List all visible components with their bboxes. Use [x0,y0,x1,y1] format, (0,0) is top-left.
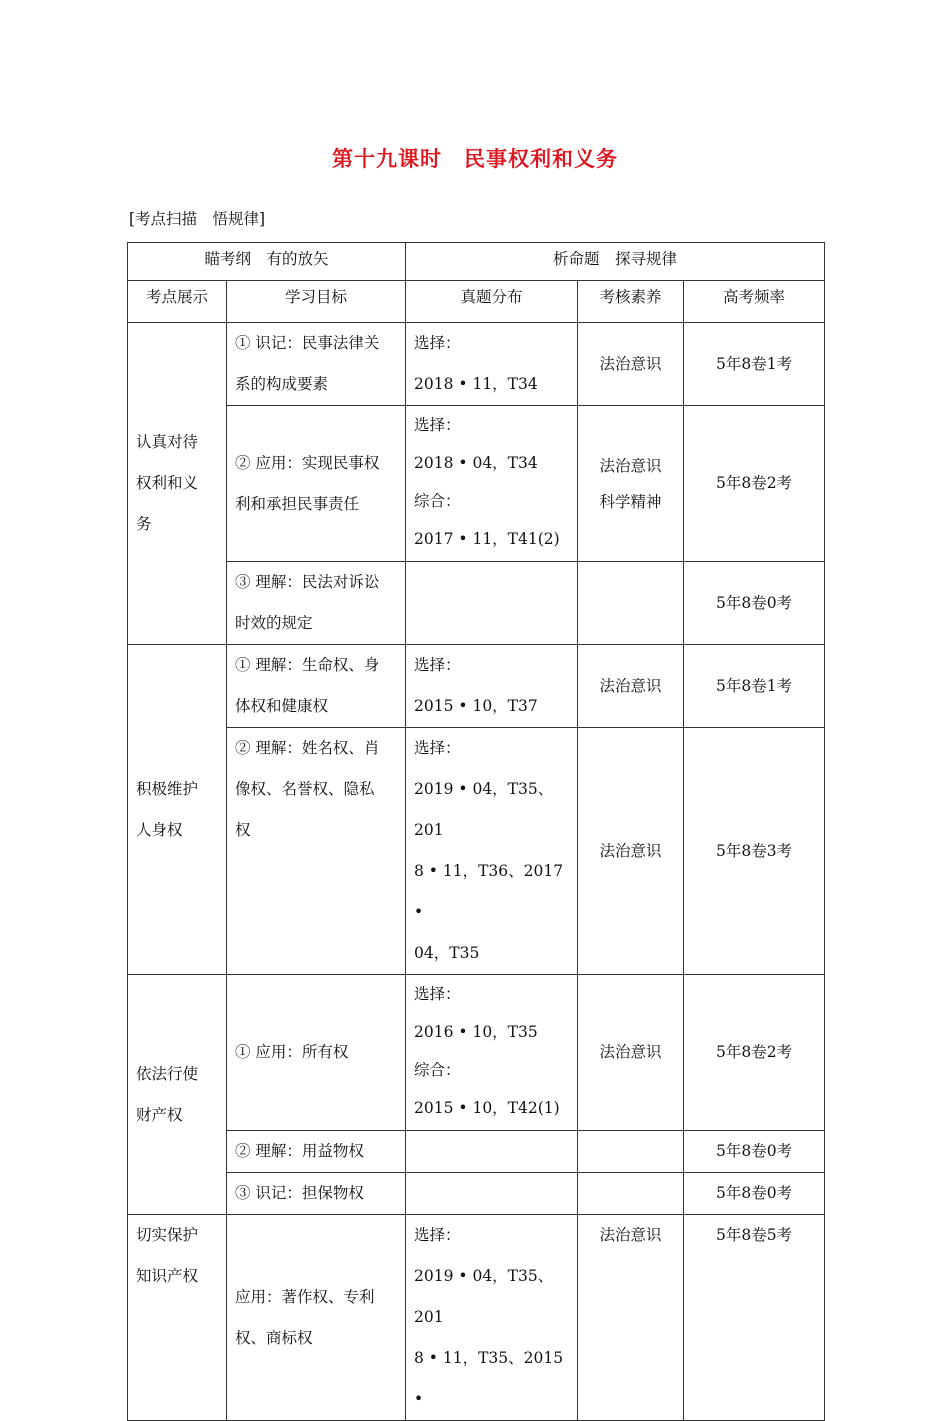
quality-cell [578,1215,684,1421]
quality-cell [578,406,684,562]
col-header-quality: 考核素养 [578,281,684,323]
goal-cell [227,406,406,562]
topic-cell [128,645,227,975]
exam-cell [406,406,578,562]
topic-line: 财产权 [136,1105,183,1124]
topic-line: 认真对待 [136,433,199,451]
exam-line: 2016 • 10，T35 [414,1023,538,1041]
goal-cell [227,562,406,645]
section-label: [考点扫描 悟规律] [129,210,266,228]
topic-cell [128,323,227,645]
col-header-exam: 真题分布 [406,281,578,323]
lesson-title: 第十九课时 民事权利和义务 [332,147,618,171]
exam-line: 04，T35 [414,944,480,962]
goal-cell [227,975,406,1131]
topic-cell [128,975,227,1215]
table-row [128,1173,825,1215]
exam-line: 8 • 11，T36、2017 • [414,862,564,921]
exam-line: 选择： [414,1226,461,1244]
exam-cell [406,1131,578,1173]
quality-line: 法治意识 [599,676,662,695]
goal-cell [227,1131,406,1173]
topic-line: 务 [136,515,152,533]
exam-line: 2017 • 11，T41(2) [414,530,560,548]
exam-line: 选择： [414,739,461,757]
table-row [128,562,825,645]
exam-cell [406,1215,578,1421]
frequency-cell: 5年8卷5考 [684,1215,825,1421]
goal-line: 像权、名誉权、隐私 [235,780,375,798]
quality-cell [578,1131,684,1173]
exam-line: 2018 • 11，T34 [414,375,538,393]
goal-line: 应用：著作权、专利 [235,1287,375,1306]
goal-cell [227,1173,406,1215]
goal-line: ① 理解：生命权、身 [235,656,380,674]
exam-cell [406,1173,578,1215]
frequency-cell: 5年8卷0考 [684,1173,825,1215]
exam-line: 2019 • 04，T35、201 [414,780,554,839]
goal-line: ③ 识记：担保物权 [235,1184,364,1202]
frequency-cell: 5年8卷1考 [684,645,825,728]
quality-line: 科学精神 [599,492,662,511]
goal-line: ① 应用：所有权 [235,1043,349,1061]
exam-line: 选择： [414,656,461,674]
exam-points-table [127,242,825,1421]
frequency-cell: 5年8卷3考 [684,728,825,975]
quality-line: 法治意识 [599,354,662,373]
goal-line: 系的构成要素 [235,375,329,393]
goal-cell [227,728,406,975]
table-row [128,1215,825,1421]
frequency-cell: 5年8卷0考 [684,562,825,645]
exam-line: 选择： [414,416,461,434]
topic-line: 依法行使 [136,1064,199,1083]
exam-cell [406,645,578,728]
quality-line: 法治意识 [599,456,662,475]
table-row [128,975,825,1131]
topic-line: 人身权 [136,820,183,839]
group-header-syllabus: 瞄考纲 有的放矢 [128,243,406,281]
frequency-cell: 5年8卷0考 [684,1131,825,1173]
col-header-goal: 学习目标 [227,281,406,323]
topic-line: 权利和义 [136,474,199,492]
exam-cell [406,562,578,645]
goal-line: 体权和健康权 [235,697,329,715]
topic-line: 切实保护 [136,1226,199,1244]
goal-line: ② 理解：姓名权、肖 [235,739,380,757]
quality-cell [578,323,684,406]
goal-line: 权、商标权 [235,1328,313,1347]
goal-line: ② 理解：用益物权 [235,1142,364,1160]
goal-line: 权 [235,821,251,839]
exam-line: 2015 • 10，T37 [414,697,538,715]
exam-line: 选择： [414,985,461,1003]
frequency-cell: 5年8卷2考 [684,406,825,562]
goal-line: ③ 理解：民法对诉讼 [235,573,380,591]
quality-cell [578,645,684,728]
topic-line: 积极维护 [136,779,199,798]
exam-cell [406,975,578,1131]
frequency-cell: 5年8卷1考 [684,323,825,406]
exam-cell [406,323,578,406]
table-row [128,1131,825,1173]
table-row [128,728,825,975]
exam-line: 综合： [414,1061,461,1079]
quality-line: 法治意识 [599,1043,662,1061]
frequency-cell: 5年8卷2考 [684,975,825,1131]
quality-cell [578,562,684,645]
quality-cell [578,975,684,1131]
topic-cell [128,1215,227,1421]
goal-line: 时效的规定 [235,614,313,632]
exam-line: 2018 • 04，T34 [414,454,538,472]
quality-cell [578,728,684,975]
exam-line: 综合： [414,492,461,510]
goal-line: ① 识记：民事法律关 [235,334,380,352]
col-header-topic: 考点展示 [128,281,227,323]
table-row [128,645,825,728]
goal-cell [227,323,406,406]
table-row [128,323,825,406]
quality-cell [578,1173,684,1215]
goal-line: ② 应用：实现民事权 [235,453,380,472]
exam-line: 2019 • 04，T35、201 [414,1267,554,1326]
goal-cell [227,645,406,728]
quality-line: 法治意识 [599,1226,662,1244]
table-row [128,406,825,562]
topic-line: 知识产权 [136,1267,199,1285]
exam-cell [406,728,578,975]
col-header-frequency: 高考频率 [684,281,825,323]
group-header-analysis: 析命题 探寻规律 [406,243,825,281]
exam-line: 8 • 11，T35、2015 • [414,1349,564,1408]
goal-cell [227,1215,406,1421]
exam-line: 2015 • 10，T42(1) [414,1099,560,1117]
quality-line: 法治意识 [599,841,662,860]
exam-line: 选择： [414,334,461,352]
goal-line: 利和承担民事责任 [235,494,360,513]
